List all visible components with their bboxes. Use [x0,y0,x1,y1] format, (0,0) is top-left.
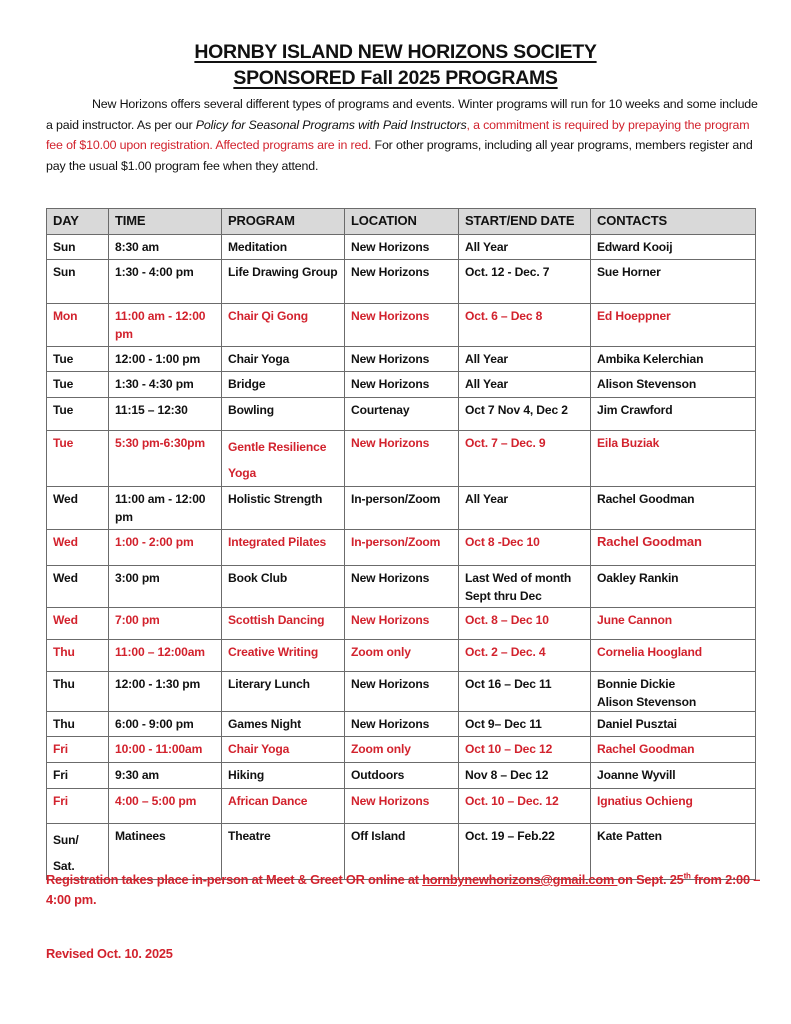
cell-program: Scottish Dancing [222,608,345,640]
cell-day: Sun [47,260,109,304]
cell-dates: All Year [459,347,591,372]
column-header-dates: START/END DATE [459,209,591,235]
document-title-line1: HORNBY ISLAND NEW HORIZONS SOCIETY [194,41,597,63]
cell-time: 11:15 – 12:30 [109,398,222,431]
cell-time: 8:30 am [109,235,222,260]
cell-program: Theatre [222,824,345,880]
intro-paragraph [46,94,761,177]
table-row-paid-program [47,530,756,566]
cell-program: Integrated Pilates [222,530,345,566]
cell-day: Tue [47,372,109,398]
cell-location: In-person/Zoom [345,530,459,566]
cell-location: Zoom only [345,640,459,672]
table-row-paid-program [47,737,756,763]
cell-location: New Horizons [345,789,459,824]
registration-notice [46,870,766,910]
cell-day-line1: Sun/ [53,833,79,847]
cell-location: New Horizons [345,347,459,372]
cell-location: New Horizons [345,672,459,712]
cell-program: Book Club [222,566,345,608]
cell-location: New Horizons [345,372,459,398]
cell-contacts [591,530,756,566]
column-header-day: DAY [47,209,109,235]
cell-day: Thu [47,640,109,672]
intro-commitment-notice: , a commitment is required by prepaying the program fee of $10.00 upon registration. Affected programs are in red. [46,117,750,153]
cell-day: Tue [47,398,109,431]
cell-day: Wed [47,566,109,608]
cell-contacts: Daniel Pusztai [591,712,756,737]
cell-program: Chair Yoga [222,737,345,763]
table-row-paid-program [47,789,756,824]
cell-day: Thu [47,712,109,737]
cell-dates: Oct. 12 - Dec. 7 [459,260,591,304]
cell-program: Life Drawing Group [222,260,345,304]
cell-contacts-line1: Bonnie Dickie [597,677,676,691]
cell-time: 12:00 - 1:30 pm [109,672,222,712]
cell-dates: All Year [459,372,591,398]
cell-time: 5:30 pm-6:30pm [109,431,222,487]
registration-email-link[interactable]: hornbynewhorizons@gmail.com [422,872,618,887]
table-row [47,672,756,712]
cell-dates: All Year [459,235,591,260]
cell-dates: Oct 10 – Dec 12 [459,737,591,763]
cell-time: Matinees [109,824,222,880]
cell-dates: Oct. 8 – Dec 10 [459,608,591,640]
policy-name: Policy for Seasonal Programs with Paid Instructors [195,117,467,132]
cell-day-line2: Sat. [53,859,75,873]
cell-contacts: Alison Stevenson [591,372,756,398]
cell-dates: Oct 16 – Dec 11 [459,672,591,712]
cell-dates: Last Wed of month Sept thru Dec [459,566,591,608]
table-row [47,372,756,398]
table-row [47,347,756,372]
cell-location: In-person/Zoom [345,487,459,530]
column-header-contacts: CONTACTS [591,209,756,235]
intro-text-part1: New Horizons offers several different types of programs and events. Winter programs will run for 10 weeks and some include a paid instructor. As per our [46,97,758,132]
cell-program: Hiking [222,763,345,789]
cell-location: Courtenay [345,398,459,431]
cell-time: 11:00 am - 12:00 pm [109,487,222,530]
cell-contacts-text: Rachel Goodman [597,534,702,549]
cell-dates: All Year [459,487,591,530]
cell-day: Tue [47,347,109,372]
cell-day: Thu [47,672,109,712]
table-row [47,487,756,530]
cell-program: Creative Writing [222,640,345,672]
table-row [47,712,756,737]
cell-program [222,431,345,487]
cell-day: Wed [47,608,109,640]
column-header-program: PROGRAM [222,209,345,235]
cell-contacts [591,672,756,712]
cell-location: New Horizons [345,260,459,304]
cell-contacts: Cornelia Hoogland [591,640,756,672]
table-row-paid-program [47,431,756,487]
cell-location: Off Island [345,824,459,880]
cell-contacts: Edward Kooij [591,235,756,260]
cell-contacts: Ambika Kelerchian [591,347,756,372]
cell-day: Wed [47,530,109,566]
cell-location: New Horizons [345,431,459,487]
cell-time: 9:30 am [109,763,222,789]
revised-date: Revised Oct. 10. 2025 [46,946,173,961]
cell-time: 7:00 pm [109,608,222,640]
cell-location: New Horizons [345,235,459,260]
table-row [47,566,756,608]
cell-program: Bowling [222,398,345,431]
cell-time: 1:30 - 4:00 pm [109,260,222,304]
column-header-location: LOCATION [345,209,459,235]
table-row-paid-program [47,608,756,640]
cell-day: Fri [47,737,109,763]
table-row [47,260,756,304]
cell-day: Fri [47,763,109,789]
cell-day: Mon [47,304,109,347]
cell-program: Meditation [222,235,345,260]
cell-location: New Horizons [345,608,459,640]
cell-day: Tue [47,431,109,487]
table-row-paid-program [47,304,756,347]
cell-contacts: Rachel Goodman [591,737,756,763]
cell-program: Chair Yoga [222,347,345,372]
cell-contacts-line2: Alison Stevenson [597,695,697,709]
cell-location: New Horizons [345,712,459,737]
cell-time: 10:00 - 11:00am [109,737,222,763]
cell-program: Chair Qi Gong [222,304,345,347]
table-row [47,235,756,260]
cell-day: Wed [47,487,109,530]
cell-program: Bridge [222,372,345,398]
column-header-time: TIME [109,209,222,235]
cell-time: 3:00 pm [109,566,222,608]
cell-time: 1:30 - 4:30 pm [109,372,222,398]
cell-contacts: Ignatius Ochieng [591,789,756,824]
intro-text-part3: For other programs, including all year programs, members register and pay the usual $1.00 program fee when they attend. [46,138,753,174]
table-row-paid-program [47,640,756,672]
registration-text-part3: from 2:00 – 4:00 pm. [46,872,761,907]
cell-time: 1:00 - 2:00 pm [109,530,222,566]
cell-day: Fri [47,789,109,824]
cell-dates: Oct. 10 – Dec. 12 [459,789,591,824]
programs-table [46,208,756,880]
cell-contacts: Jim Crawford [591,398,756,431]
cell-location: New Horizons [345,304,459,347]
cell-dates: Oct. 7 – Dec. 9 [459,431,591,487]
cell-location: Zoom only [345,737,459,763]
cell-time: 11:00 am - 12:00 pm [109,304,222,347]
cell-time: 11:00 – 12:00am [109,640,222,672]
ordinal-suffix: th [683,871,691,881]
cell-dates: Oct. 2 – Dec. 4 [459,640,591,672]
cell-contacts: Kate Patten [591,824,756,880]
document-title-line2: SPONSORED Fall 2025 PROGRAMS [233,67,558,89]
registration-text-part2: on Sept. 25 [617,872,684,887]
table-row [47,763,756,789]
cell-contacts: Eila Buziak [591,431,756,487]
cell-day: Sun [47,235,109,260]
cell-contacts: Sue Horner [591,260,756,304]
cell-contacts: Joanne Wyvill [591,763,756,789]
cell-program: African Dance [222,789,345,824]
cell-program-text: Gentle Resilience Yoga [228,440,327,480]
cell-time: 4:00 – 5:00 pm [109,789,222,824]
cell-contacts: Rachel Goodman [591,487,756,530]
cell-contacts: June Cannon [591,608,756,640]
cell-dates: Nov 8 – Dec 12 [459,763,591,789]
registration-text-part1: Registration takes place in-person at Meet & Greet OR online at [46,872,423,887]
cell-program: Games Night [222,712,345,737]
cell-dates: Oct. 6 – Dec 8 [459,304,591,347]
cell-time: 12:00 - 1:00 pm [109,347,222,372]
cell-location: Outdoors [345,763,459,789]
table-row [47,398,756,431]
table-header-row [47,209,756,235]
cell-dates: Oct. 19 – Feb.22 [459,824,591,880]
cell-program: Holistic Strength [222,487,345,530]
cell-contacts: Oakley Rankin [591,566,756,608]
cell-program: Literary Lunch [222,672,345,712]
cell-dates: Oct 8 -Dec 10 [459,530,591,566]
cell-dates: Oct 9– Dec 11 [459,712,591,737]
cell-dates: Oct 7 Nov 4, Dec 2 [459,398,591,431]
cell-location: New Horizons [345,566,459,608]
cell-time: 6:00 - 9:00 pm [109,712,222,737]
cell-contacts: Ed Hoeppner [591,304,756,347]
